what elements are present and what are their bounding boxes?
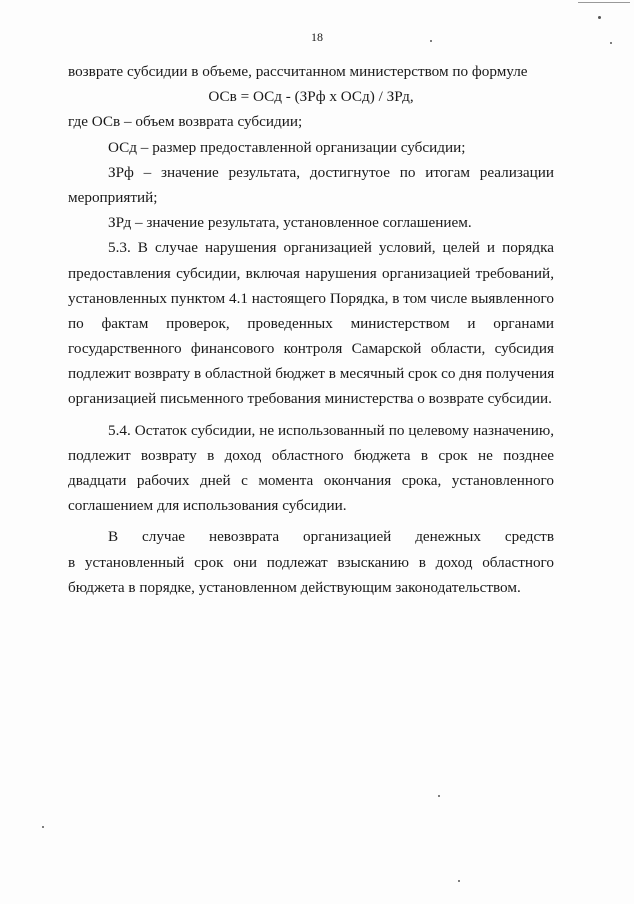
text-line: соглашением для использования субсидии.	[68, 497, 347, 515]
text-line: по фактам проверок, проведенных министерством и органами	[68, 314, 554, 332]
paragraph-start-5-4: 5.4. Остаток субсидии, не использованный по целевому назначению,	[108, 421, 554, 439]
document-body	[68, 59, 554, 600]
text-line: возврате субсидии в объеме, рассчитанном министерством по формуле	[68, 63, 528, 80]
text-line: организацией письменного требования министерства о возврате субсидии.	[68, 390, 552, 408]
text-line: подлежит возврату в областной бюджет в месячный срок со дня получения	[68, 365, 554, 383]
text-line: мероприятий;	[68, 188, 158, 206]
text-line: подлежит возврату в доход областного бюджета в срок не позднее	[68, 446, 554, 464]
page-number: 18	[311, 30, 323, 44]
text-line: ЗРф – значение результата, достигнутое по итогам реализации	[108, 163, 554, 181]
scan-speck	[610, 42, 612, 44]
scan-edge-mark	[578, 2, 630, 3]
scan-speck	[42, 826, 44, 828]
text-line: ОСд – размер предоставленной организации субсидии;	[108, 138, 466, 156]
text-line: установленных пунктом 4.1 настоящего Порядка, в том числе выявленного	[68, 289, 554, 307]
scan-speck	[438, 795, 440, 797]
text-line: предоставления субсидии, включая нарушения организацией требований,	[68, 264, 554, 282]
paragraph-start-refund: В случае невозврата организацией денежных средств	[108, 528, 554, 546]
text-line: в установленный срок они подлежат взысканию в доход областного	[68, 553, 554, 571]
text-line: государственного финансового контроля Самарской области, субсидия	[68, 340, 554, 358]
text-line: где ОСв – объем возврата субсидии;	[68, 113, 303, 131]
scan-speck	[458, 880, 460, 882]
formula-line: ОСв = ОСд - (ЗРф х ОСд) / ЗРд,	[208, 88, 414, 106]
paragraph-start-5-3: 5.3. В случае нарушения организацией условий, целей и порядка	[108, 239, 554, 257]
text-line: двадцати рабочих дней с момента окончания срока, установленного	[68, 472, 554, 489]
scan-speck	[430, 40, 432, 42]
text-line: бюджета в порядке, установленном действующим законодательством.	[68, 578, 521, 596]
scan-speck	[598, 16, 601, 19]
text-line: ЗРд – значение результата, установленное соглашением.	[108, 214, 472, 232]
